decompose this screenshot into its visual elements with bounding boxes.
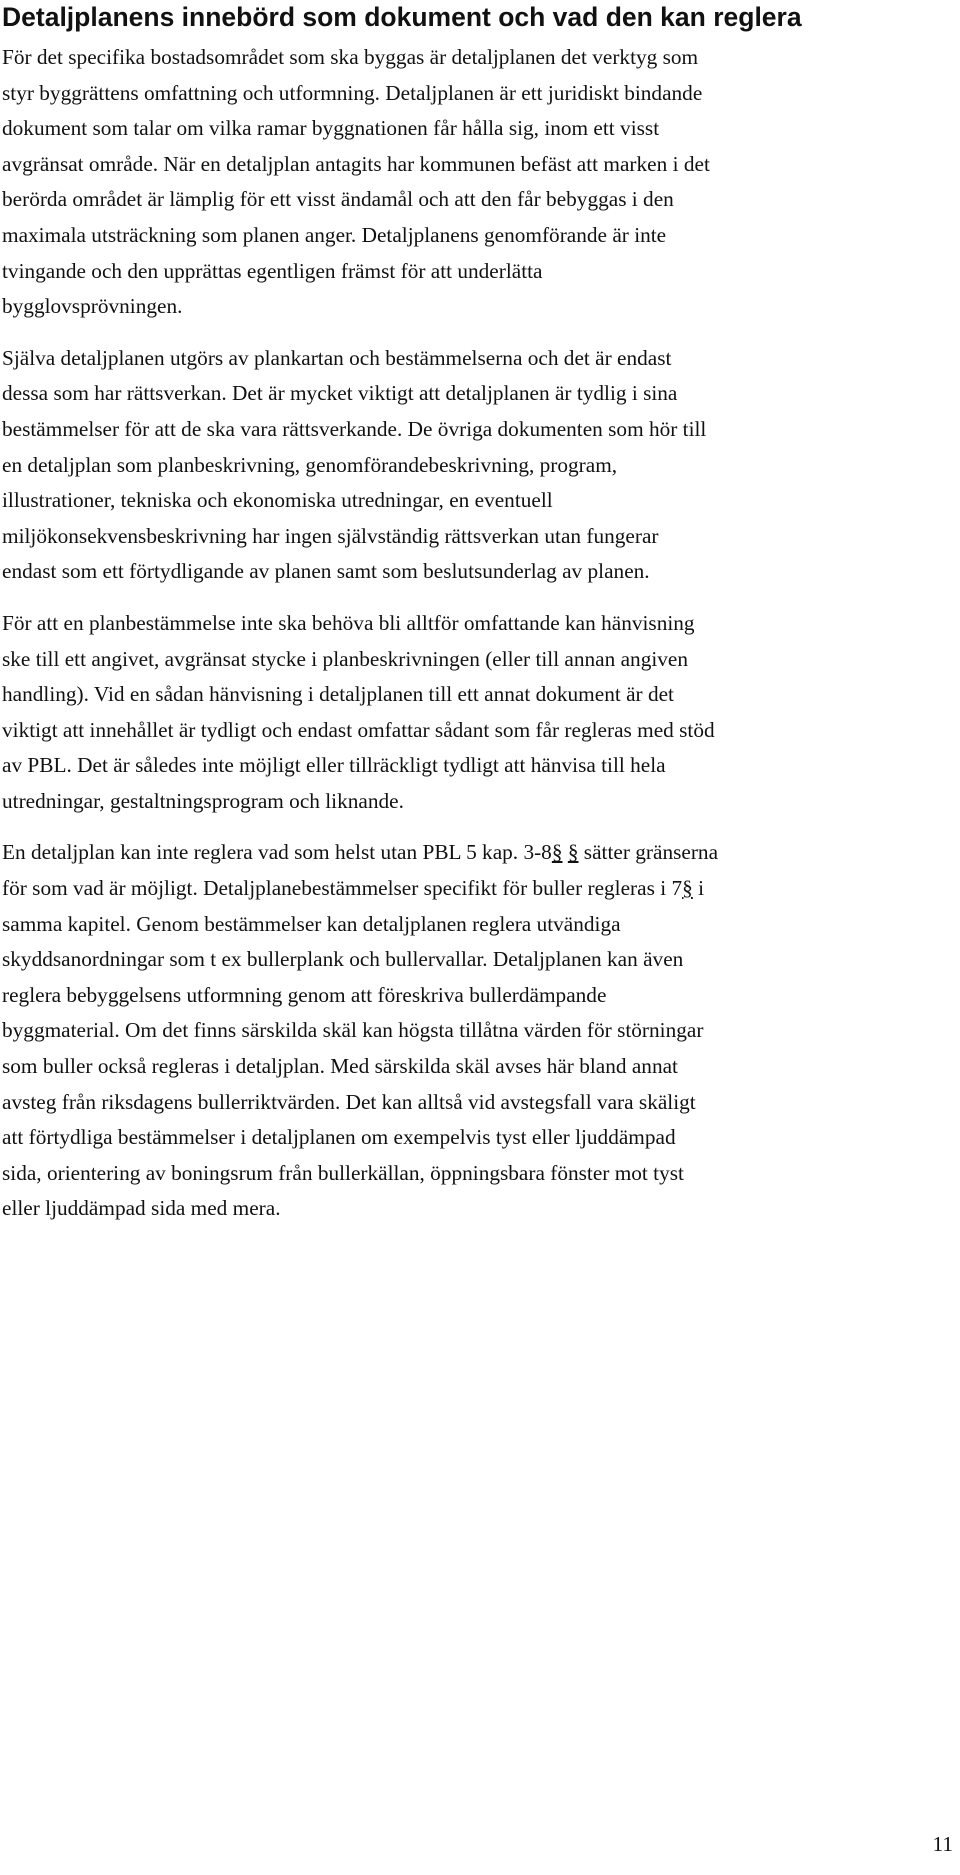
text-line: sida, orientering av boningsrum från bullerkällan, öppningsbara fönster mot tyst (2, 1160, 684, 1185)
page-number: 11 (932, 1832, 953, 1856)
paragraph-2 (2, 341, 932, 590)
text-segment: sätter gränserna (578, 840, 719, 865)
text-line: ske till ett angivet, avgränsat stycke i planbeskrivningen (eller till annan angiven (2, 646, 689, 671)
text-line: reglera bebyggelsens utformning genom att föreskriva bullerdämpande (2, 982, 607, 1007)
text-line: samma kapitel. Genom bestämmelser kan detaljplanen reglera utvändiga (2, 911, 621, 936)
text-line: utredningar, gestaltningsprogram och liknande. (2, 788, 404, 813)
text-segment: En detaljplan kan inte reglera vad som helst utan PBL 5 kap. 3-8 (2, 840, 552, 865)
text-line: dessa som har rättsverkan. Det är mycket viktigt att detaljplanen är tydlig i sina (2, 381, 678, 406)
text-line (2, 835, 932, 871)
text-line: För att en planbestämmelse inte ska behöva bli alltför omfattande kan hänvisning (2, 610, 695, 635)
text-line: berörda området är lämplig för ett visst ändamål och att den får bebyggas i den (2, 187, 674, 212)
text-line: maximala utsträckning som planen anger. Detaljplanens genomförande är inte (2, 222, 667, 247)
text-line: en detaljplan som planbeskrivning, genomförandebeskrivning, program, (2, 452, 618, 477)
text-line: viktigt att innehållet är tydligt och endast omfattar sådant som får regleras med stöd (2, 717, 715, 742)
section-heading: Detaljplanens innebörd som dokument och vad den kan reglera (2, 2, 802, 32)
text-line: bestämmelser för att de ska vara rättsverkande. De övriga dokumenten som hör till (2, 416, 707, 441)
text-line: illustrationer, tekniska och ekonomiska utredningar, en eventuell (2, 488, 553, 513)
text-line (2, 871, 932, 907)
text-line: För det specifika bostadsområdet som ska byggas är detaljplanen det verktyg som (2, 45, 699, 69)
text-line: dokument som talar om vilka ramar byggnationen får hålla sig, inom ett visst (2, 116, 660, 141)
paragraph-4 (2, 835, 932, 1227)
text-line: som buller också regleras i detaljplan. Med särskilda skäl avses här bland annat (2, 1054, 678, 1079)
text-line: byggmaterial. Om det finns särskilda skäl kan högsta tillåtna värden för störningar (2, 1018, 704, 1043)
text-line: av PBL. Det är således inte möjligt eller tillräckligt tydligt att hänvisa till hela (2, 753, 666, 778)
paragraph-1 (2, 40, 932, 325)
section-symbol: § (682, 876, 693, 901)
paragraph-3 (2, 606, 932, 820)
text-line: miljökonsekvensbeskrivning har ingen självständig rättsverkan utan fungerar (2, 523, 659, 548)
section-symbol: § (567, 840, 579, 865)
text-segment: för som vad är möjligt. Detaljplanebestämmelser specifikt för buller regleras i 7 (2, 876, 683, 901)
text-line: skyddsanordningar som t ex bullerplank och bullervallar. Detaljplanen kan även (2, 947, 684, 972)
text-line: handling). Vid en sådan hänvisning i detaljplanen till ett annat dokument är det (2, 682, 674, 707)
document-body (2, 40, 932, 1243)
text-line: eller ljuddämpad sida med mera. (2, 1196, 281, 1221)
text-line: Själva detaljplanen utgörs av plankartan och bestämmelserna och det är endast (2, 345, 672, 370)
text-line: tvingande och den upprättas egentligen främst för att underlätta (2, 258, 543, 283)
text-line: att förtydliga bestämmelser i detaljplanen om exempelvis tyst eller ljuddämpad (2, 1125, 676, 1150)
section-symbol: § (551, 840, 563, 865)
text-line: avgränsat område. När en detaljplan antagits har kommunen befäst att marken i det (2, 151, 710, 176)
text-line: bygglovsprövningen. (2, 294, 183, 319)
text-line: avsteg från riksdagens bullerriktvärden. Det kan alltså vid avstegsfall vara skäligt (2, 1089, 696, 1114)
text-segment: i (692, 876, 705, 901)
text-line: endast som ett förtydligande av planen samt som beslutsunderlag av planen. (2, 559, 650, 584)
text-line: styr byggrättens omfattning och utformning. Detaljplanen är ett juridiskt bindande (2, 80, 703, 105)
